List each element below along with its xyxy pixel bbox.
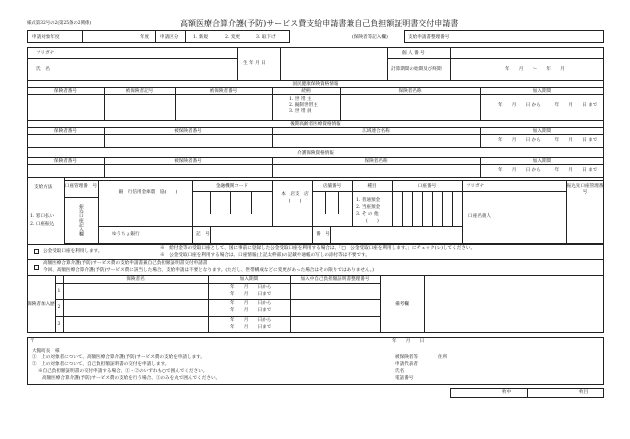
pledge-2: ② 上の対象者について、自己負担額証明書の交付を申請します。 (32, 362, 170, 367)
hist-cert-header: 加入中自己負担額証明書整理番号 (300, 277, 370, 282)
public-account-label: 公金受取口座を利用します。 (43, 249, 103, 254)
pledge-1: ① 上の対象者について、高額医療合算介護(予防)サービス費の支給を申請します。 (32, 355, 206, 360)
kokuho-symbol: 被保険者記号 (125, 88, 154, 94)
style-number: 様式第32号の2(第25条の2関係) (27, 21, 92, 26)
year-suffix: 年度 (140, 35, 150, 40)
remarks-label: 備考欄 (395, 302, 409, 307)
kouki-period-value[interactable]: 年 月 日 から 年 月 日 まで (498, 138, 598, 143)
kokuho-section-title: 国民健康保険資格情報 (292, 81, 339, 87)
name-label: 氏 名 (36, 67, 50, 72)
rel-head[interactable]: 1. 世 帯 主 (289, 97, 312, 102)
meta-row-left (27, 30, 290, 43)
kaigo-number: 被保険者番号 (174, 158, 202, 164)
branch-code-label: 店舗番号 (322, 184, 342, 189)
insurer-note: (保険者等記入欄) (352, 35, 388, 40)
type-current[interactable]: 2. 当座預金 (356, 205, 381, 210)
method-transfer[interactable]: 2. 口座振込 (30, 222, 55, 227)
hist-row-3-to[interactable]: 年 月 日まで (230, 325, 272, 330)
kouki-union-name: 広域連合名称 (362, 128, 390, 134)
hist-period-header: 加入期間 (239, 277, 259, 282)
kouki-number: 被保険者番号 (174, 128, 202, 134)
public-account-checkbox[interactable] (34, 249, 39, 254)
kaigo-period-value[interactable]: 年 月 日 から 年 月 日 まで (498, 168, 598, 173)
applicant-rep: 申請代表者 (395, 362, 418, 367)
calc-period-label: 計算期間の始期及び終期 (391, 67, 442, 72)
ref-no-label: 振込先口座管理番号 (566, 184, 604, 195)
account-holder-label: 口座名義人 (468, 214, 491, 219)
kaigo-section-title: 介護保険資格情報 (297, 150, 334, 156)
account-type-label: 種目 (367, 184, 377, 189)
footer-mark: 〒 (30, 339, 35, 344)
account-no-label: 口座番号 (417, 184, 437, 189)
pledge-3: ※自己負担額証明書の交付申請する場合、①・②のいずれも○で囲んでください。 (38, 369, 208, 374)
sheets-total-label: 枚中 (502, 390, 512, 395)
applicant-name-label: 氏名 (395, 369, 405, 374)
payment-method-label: 支給方法 (34, 185, 53, 190)
kaigo-insurer-no: 保険者番号 (54, 158, 77, 164)
footer-date[interactable]: 年 月 日 (392, 339, 425, 344)
holder-furigana-label: フリガナ (466, 184, 485, 189)
calc-period-value[interactable]: 年 月 ～ 年 月 (505, 67, 565, 72)
kokuho-number: 被保険者番号 (209, 88, 238, 94)
kokuho-period-header: 加入期間 (532, 88, 552, 94)
hist-row-1-no: 1 (57, 289, 61, 294)
kokuho-insurer-name: 保険者名称 (398, 88, 422, 94)
hist-row-3-no: 3 (57, 322, 61, 327)
type-other-paren: ( ) (366, 219, 379, 224)
opt-withdraw[interactable]: 3. 取下げ (256, 35, 276, 40)
hist-row-1-from[interactable]: 年 月 日から (230, 285, 272, 290)
id-number-label: 個 人 番 号 (402, 51, 425, 56)
hist-row-2-to[interactable]: 年 月 日まで (230, 308, 272, 313)
combined-app-note: 今回、高額医療合算介護(予防)サービス費に該当した場合、支給申請は不要となります。(ただし、世帯構成などに変更があった場合はその限りではありません。) (43, 268, 374, 273)
yucho-bango-label: 番 号 (316, 232, 330, 237)
type-other[interactable]: 3. そ の 他 (356, 212, 379, 217)
hist-insurer-name-header: 保険者名 (126, 277, 145, 282)
yucho-label: ゆうちょ銀行 (112, 232, 140, 237)
combined-app-label: 高額医療合算介護(予防)サービス費の支給申請書兼自己負担額証明書交付申請書 (43, 261, 208, 266)
kokuho-period-value[interactable]: 年 月 日 から 年 月 日 まで (498, 103, 598, 108)
furigana-label: フリガナ (36, 51, 55, 56)
public-account-note-1: ※ 給付金等の受取口座として、国に事前に登録した公金受取口座を利用する場合は、「□ 公金受取口座を利用します。」にチェック(レ)してください。 (160, 246, 476, 251)
mgmt-no-label: 支給申請書整理番号 (408, 35, 450, 40)
applicant-address-label: 住所 (438, 355, 448, 360)
public-account-note-2: ※ 公金受取口座を利用する場合は、口座情報(上記太枠部)の記載や通帳の写しの添付等は不要です。 (160, 253, 370, 258)
kubun-label: 申請区分 (160, 35, 179, 40)
kouki-insurer-no: 保険者番号 (54, 128, 77, 134)
bank-code-label: 金融機関コード (215, 184, 249, 189)
yucho-kigo-label: 記 号 (196, 232, 210, 237)
kokuho-relation: 続柄 (301, 88, 311, 94)
pledge-4: 高額医療合算介護(予防)サービス費の支給を行う場合、①のみを丸で囲んでください。 (42, 376, 221, 381)
form-title: 高額医療合算介護(予防)サービス費支給申請書兼自己負担額証明書交付申請書 (180, 19, 459, 28)
hist-row-3-from[interactable]: 年 月 日から (230, 318, 272, 323)
kokuho-insurer-no: 保険者番号 (54, 88, 77, 94)
applicant-tel-label: 電話番号 (395, 376, 414, 381)
opt-new[interactable]: 1. 新規 (193, 35, 209, 40)
hist-row-2-no: 2 (57, 305, 61, 310)
insurer-history-label: 保険者加入歴 (27, 302, 55, 307)
hist-row-1-to[interactable]: 年 月 日まで (230, 292, 272, 297)
hist-row-2-from[interactable]: 年 月 日から (230, 301, 272, 306)
kouki-period-header: 加入期間 (532, 128, 552, 134)
sheet-index-label: 枚目 (579, 390, 589, 395)
bank-type-label: 銀 行信用金庫農 協( ) (118, 190, 178, 195)
transfer-account-label: 振込口座記入欄 (78, 204, 84, 237)
owner-no-label: 口座管理番 号 (64, 184, 98, 189)
type-normal[interactable]: 1. 普通預金 (356, 198, 381, 203)
kouki-section-title: 後期高齢者医療資格情報 (290, 121, 341, 127)
method-window[interactable]: 1. 窓口払い (30, 214, 55, 219)
rel-member[interactable]: 3. 世 帯 員 (289, 109, 312, 114)
applicant-insured: 被保険者等 (395, 355, 418, 360)
combined-app-checkbox[interactable] (34, 265, 39, 270)
rel-pseudo-head[interactable]: 2. 擬制世帯主 (289, 103, 318, 108)
target-year-label: 申請対象年度 (32, 35, 60, 40)
footer-addressee: 大館町長 様 (32, 349, 60, 354)
kaigo-insurer-name: 保険者名称 (364, 158, 388, 164)
opt-change[interactable]: 2. 変更 (225, 35, 241, 40)
kaigo-period-header: 加入期間 (532, 158, 552, 164)
branch-type-label: 本 店支 店( ) (281, 192, 309, 204)
birth-label: 生 年 月 日 (243, 61, 266, 66)
